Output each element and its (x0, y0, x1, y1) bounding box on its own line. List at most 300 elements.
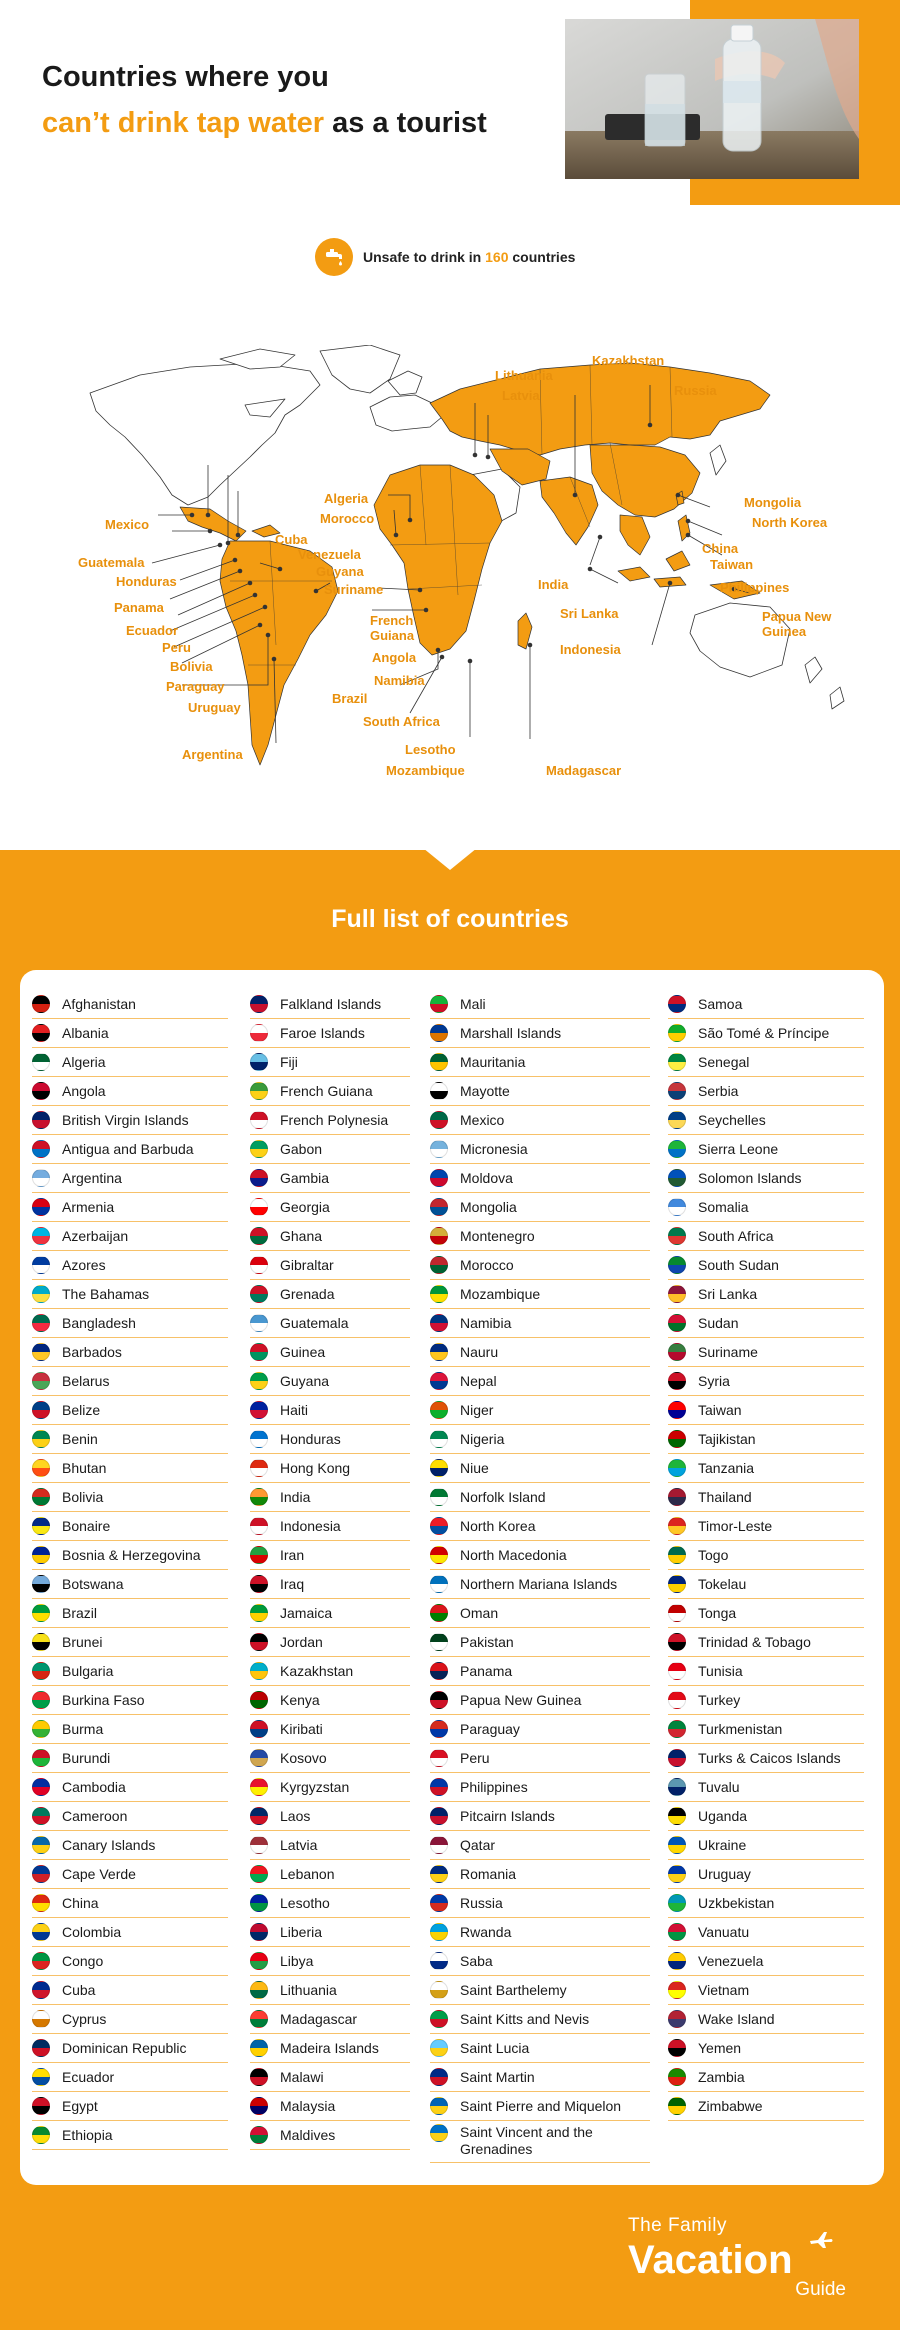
country-name: Sudan (698, 1314, 739, 1331)
country-name: Mauritania (460, 1053, 526, 1070)
flag-icon (250, 1169, 268, 1187)
flag-icon (250, 1140, 268, 1158)
world-map (70, 345, 850, 785)
country-name: Timor-Leste (698, 1517, 773, 1534)
country-list-item (32, 1425, 228, 1454)
country-name: Angola (62, 1082, 106, 1099)
country-name: Northern Mariana Islands (460, 1575, 618, 1592)
flag-icon (430, 1604, 448, 1622)
country-name: Belize (62, 1401, 101, 1418)
country-name: Nauru (460, 1343, 499, 1360)
flag-icon (250, 1111, 268, 1129)
country-list-item (250, 1918, 410, 1947)
country-list-item (250, 1831, 410, 1860)
country-name: Tonga (698, 1604, 737, 1621)
flag-icon (668, 2010, 686, 2028)
flag-icon (250, 1807, 268, 1825)
flag-icon (32, 1401, 50, 1419)
flag-icon (32, 1981, 50, 1999)
country-name: Morocco (460, 1256, 514, 1273)
label-venezuela: Venezuela (298, 547, 361, 562)
country-list-item (430, 1686, 650, 1715)
flag-icon (430, 2010, 448, 2028)
country-list-item (430, 1744, 650, 1773)
country-list-item (250, 1280, 410, 1309)
label-panama: Panama (114, 600, 164, 615)
country-name: Iraq (280, 1575, 305, 1592)
country-list-item (430, 1976, 650, 2005)
country-name: Paraguay (460, 1720, 520, 1737)
country-name: Kiribati (280, 1720, 323, 1737)
title-accent: can’t drink tap water (42, 107, 325, 139)
country-name: Kosovo (280, 1749, 327, 1766)
country-list-item (250, 1570, 410, 1599)
country-name: Congo (62, 1952, 104, 1969)
country-list-item (430, 1019, 650, 1048)
country-list-item (250, 1686, 410, 1715)
flag-icon (32, 1720, 50, 1738)
country-name: Micronesia (460, 1140, 528, 1157)
country-name: Afghanistan (62, 995, 136, 1012)
page-title (42, 54, 487, 146)
country-name: Barbados (62, 1343, 122, 1360)
water-glass-photo (565, 19, 859, 179)
label-bolivia: Bolivia (170, 659, 213, 674)
country-list-item (430, 1193, 650, 1222)
flag-icon (32, 2010, 50, 2028)
country-list-item (430, 1106, 650, 1135)
country-list-item (430, 1860, 650, 1889)
flag-icon (250, 1082, 268, 1100)
country-name: Vanuatu (698, 1923, 750, 1940)
country-list-item (430, 1483, 650, 1512)
label-papua-new-guinea: Papua New Guinea (762, 609, 832, 639)
country-list-item (32, 1918, 228, 1947)
country-list-item (430, 2005, 650, 2034)
list-title: Full list of countries (331, 905, 569, 933)
country-name: Panama (460, 1662, 513, 1679)
country-list-item (250, 1077, 410, 1106)
flag-icon (250, 995, 268, 1013)
country-list-item (430, 990, 650, 1019)
country-list-item (668, 1802, 864, 1831)
flag-icon (668, 1836, 686, 1854)
country-name: Bhutan (62, 1459, 107, 1476)
country-name: Venezuela (698, 1952, 764, 1969)
country-name: Mayotte (460, 1082, 510, 1099)
country-list-item (32, 1628, 228, 1657)
label-taiwan: Taiwan (710, 557, 754, 572)
country-name: Thailand (698, 1488, 752, 1505)
flag-icon (250, 1401, 268, 1419)
country-list-item (430, 2063, 650, 2092)
country-name: Hong Kong (280, 1459, 351, 1476)
country-name: Tajikistan (698, 1430, 756, 1447)
country-list-item (668, 1425, 864, 1454)
flag-icon (668, 2068, 686, 2086)
country-list-item (430, 2121, 650, 2163)
country-list-item (668, 1338, 864, 1367)
country-list-item (32, 1947, 228, 1976)
flag-icon (250, 1778, 268, 1796)
country-list-item (250, 2121, 410, 2150)
country-name: China (62, 1894, 99, 1911)
country-name: Georgia (280, 1198, 330, 1215)
flag-icon (250, 1575, 268, 1593)
label-french-guiana: French Guiana (370, 613, 415, 643)
country-list-item (32, 1077, 228, 1106)
country-name: Honduras (280, 1430, 341, 1447)
flag-icon (250, 1691, 268, 1709)
country-list-item (668, 990, 864, 1019)
country-name: Somalia (698, 1198, 749, 1215)
country-name: The Bahamas (62, 1285, 150, 1302)
country-list-item (668, 1019, 864, 1048)
country-list-item (32, 1280, 228, 1309)
label-china: China (702, 541, 739, 556)
flag-icon (668, 1140, 686, 1158)
flag-icon (668, 1198, 686, 1216)
country-name: South Sudan (698, 1256, 779, 1273)
country-name: Nigeria (460, 1430, 505, 1447)
country-name: Norfolk Island (460, 1488, 546, 1505)
label-india: India (538, 577, 569, 592)
country-name: Uzkbekistan (698, 1894, 775, 1911)
country-name: Lesotho (280, 1894, 330, 1911)
country-list-item (430, 1831, 650, 1860)
flag-icon (430, 2097, 448, 2115)
country-list-item (668, 1483, 864, 1512)
country-name: Jordan (280, 1633, 323, 1650)
flag-icon (668, 1430, 686, 1448)
country-list-item (250, 1367, 410, 1396)
header (0, 0, 900, 205)
country-list-item (250, 2034, 410, 2063)
country-list-item (32, 1019, 228, 1048)
country-column-1 (32, 990, 228, 2150)
country-name: Romania (460, 1865, 517, 1882)
country-name: Botswana (62, 1575, 124, 1592)
flag-icon (250, 1372, 268, 1390)
flag-icon (250, 1488, 268, 1506)
flag-icon (32, 1662, 50, 1680)
flag-icon (32, 1314, 50, 1332)
country-list-item (32, 1309, 228, 1338)
country-list-item (32, 1512, 228, 1541)
flag-icon (250, 1749, 268, 1767)
flag-icon (430, 1517, 448, 1535)
country-name: Turkmenistan (698, 1720, 783, 1737)
country-name: Qatar (460, 1836, 496, 1853)
stat-suffix: countries (508, 249, 576, 265)
country-list-card (20, 970, 884, 2185)
country-list-item (250, 2092, 410, 2121)
flag-icon (668, 995, 686, 1013)
label-peru: Peru (162, 640, 191, 655)
country-name: Indonesia (280, 1517, 341, 1534)
country-name: Mongolia (460, 1198, 517, 1215)
flag-icon (430, 995, 448, 1013)
flag-icon (668, 1024, 686, 1042)
country-list-item (430, 2034, 650, 2063)
flag-icon (32, 1923, 50, 1941)
country-list-item (32, 1483, 228, 1512)
country-name: Mali (460, 995, 486, 1012)
country-name: Malaysia (280, 2097, 336, 2114)
flag-icon (668, 1343, 686, 1361)
country-name: Liberia (280, 1923, 323, 1940)
country-name: Trinidad & Tobago (698, 1633, 811, 1650)
country-name: Algeria (62, 1053, 106, 1070)
country-name: Egypt (62, 2097, 98, 2114)
country-name: Saint Lucia (460, 2039, 530, 2056)
country-name: Lebanon (280, 1865, 335, 1882)
country-name: Oman (460, 1604, 499, 1621)
flag-icon (430, 1459, 448, 1477)
country-list-item (668, 1831, 864, 1860)
country-name: North Macedonia (460, 1546, 567, 1563)
country-name: Gambia (280, 1169, 330, 1186)
flag-icon (668, 1459, 686, 1477)
country-name: Malawi (280, 2068, 324, 2085)
flag-icon (430, 2124, 448, 2142)
country-name: Saba (460, 1952, 493, 1969)
country-name: Saint Martin (460, 2068, 535, 2085)
country-name: Bosnia & Herzegovina (62, 1546, 201, 1563)
country-list-item (668, 1251, 864, 1280)
flag-icon (32, 1546, 50, 1564)
brand-logo (628, 2215, 878, 2301)
flag-icon (250, 1343, 268, 1361)
flag-icon (32, 1778, 50, 1796)
country-list-item (32, 1454, 228, 1483)
flag-icon (668, 1691, 686, 1709)
flag-icon (32, 1227, 50, 1245)
country-name: Mexico (460, 1111, 505, 1128)
country-name: Ukraine (698, 1836, 747, 1853)
flag-icon (250, 1285, 268, 1303)
country-list-item (250, 1019, 410, 1048)
country-name: Suriname (698, 1343, 758, 1360)
country-column-2 (250, 990, 410, 2150)
country-name: Saint Kitts and Nevis (460, 2010, 590, 2027)
country-list-item (668, 1222, 864, 1251)
flag-icon (250, 2010, 268, 2028)
flag-icon (32, 1430, 50, 1448)
country-list-item (250, 1744, 410, 1773)
country-list-item (32, 1251, 228, 1280)
country-name: Burkina Faso (62, 1691, 145, 1708)
country-name: Zambia (698, 2068, 745, 2085)
flag-icon (430, 1836, 448, 1854)
country-name: Niue (460, 1459, 489, 1476)
country-name: Burundi (62, 1749, 111, 1766)
country-name: Togo (698, 1546, 729, 1563)
flag-icon (32, 2097, 50, 2115)
country-list-item (32, 1338, 228, 1367)
country-column-4 (668, 990, 864, 2121)
label-angola: Angola (372, 650, 417, 665)
flag-icon (32, 1749, 50, 1767)
country-list-item (430, 1541, 650, 1570)
label-paraguay: Paraguay (166, 679, 225, 694)
label-guyana: Guyana (316, 564, 364, 579)
country-list-item (32, 1599, 228, 1628)
country-name: Gibraltar (280, 1256, 334, 1273)
tap-water-icon (315, 238, 353, 276)
flag-icon (430, 1778, 448, 1796)
country-name: Cape Verde (62, 1865, 136, 1882)
flag-icon (668, 1372, 686, 1390)
country-list-item (32, 1686, 228, 1715)
country-name: Brunei (62, 1633, 103, 1650)
country-name: French Polynesia (280, 1111, 389, 1128)
country-name: French Guiana (280, 1082, 373, 1099)
country-list-item (430, 1657, 650, 1686)
flag-icon (250, 2068, 268, 2086)
country-list-item (32, 1164, 228, 1193)
flag-icon (250, 1430, 268, 1448)
country-list-item (668, 1048, 864, 1077)
flag-icon (32, 1865, 50, 1883)
country-list-item (32, 1657, 228, 1686)
flag-icon (430, 1169, 448, 1187)
flag-icon (32, 995, 50, 1013)
country-name: Antigua and Barbuda (62, 1140, 194, 1157)
flag-icon (250, 1952, 268, 1970)
country-list-item (668, 1193, 864, 1222)
country-name: Sri Lanka (698, 1285, 758, 1302)
flag-icon (668, 1517, 686, 1535)
country-name: Marshall Islands (460, 1024, 562, 1041)
country-name: Nepal (460, 1372, 497, 1389)
country-name: Kenya (280, 1691, 320, 1708)
country-name: Lithuania (280, 1981, 337, 1998)
country-name: Guinea (280, 1343, 326, 1360)
country-list-item (430, 1889, 650, 1918)
label-madagascar: Madagascar (546, 763, 622, 778)
flag-icon (250, 1024, 268, 1042)
country-list-item (32, 1802, 228, 1831)
country-name: Rwanda (460, 1923, 512, 1940)
flag-icon (668, 1749, 686, 1767)
flag-icon (668, 1546, 686, 1564)
country-name: Laos (280, 1807, 311, 1824)
country-list-item (430, 1309, 650, 1338)
country-name: Seychelles (698, 1111, 766, 1128)
country-list-item (668, 1860, 864, 1889)
flag-icon (668, 1865, 686, 1883)
country-name: Peru (460, 1749, 490, 1766)
country-list-item (250, 1802, 410, 1831)
country-name: Bonaire (62, 1517, 111, 1534)
country-name: Cambodia (62, 1778, 126, 1795)
country-name: Grenada (280, 1285, 335, 1302)
flag-icon (668, 1662, 686, 1680)
country-name: Maldives (280, 2126, 336, 2143)
flag-icon (250, 2097, 268, 2115)
flag-icon (668, 1227, 686, 1245)
logo-top-text: The Family (628, 2215, 727, 2236)
flag-icon (32, 1285, 50, 1303)
country-list-item (250, 990, 410, 1019)
flag-icon (668, 1720, 686, 1738)
country-column-3 (430, 990, 650, 2163)
flag-icon (250, 1053, 268, 1071)
flag-icon (430, 1430, 448, 1448)
country-name: Dominican Republic (62, 2039, 187, 2056)
country-name: Ghana (280, 1227, 323, 1244)
flag-icon (668, 1111, 686, 1129)
country-list-item (668, 1947, 864, 1976)
flag-icon (32, 1053, 50, 1071)
country-list-item (32, 2005, 228, 2034)
country-list-item (32, 1889, 228, 1918)
flag-icon (430, 1865, 448, 1883)
country-name: Yemen (698, 2039, 742, 2056)
flag-icon (32, 1140, 50, 1158)
country-name: Solomon Islands (698, 1169, 802, 1186)
country-list-item (32, 1976, 228, 2005)
flag-icon (32, 1111, 50, 1129)
label-philippines: Philippines (720, 580, 790, 595)
flag-icon (430, 1053, 448, 1071)
label-south-africa: South Africa (363, 714, 440, 729)
country-list-item (430, 1512, 650, 1541)
country-name: Fiji (280, 1053, 298, 1070)
country-name: Vietnam (698, 1981, 750, 1998)
country-name: Saint Barthelemy (460, 1981, 567, 1998)
country-list-item (430, 1773, 650, 1802)
flag-icon (430, 1923, 448, 1941)
country-list-item (430, 1947, 650, 1976)
country-list-item (668, 1135, 864, 1164)
flag-icon (32, 1256, 50, 1274)
country-list-item (250, 1222, 410, 1251)
country-name: Niger (460, 1401, 494, 1418)
country-name: Haiti (280, 1401, 309, 1418)
country-list-item (250, 1715, 410, 1744)
label-honduras: Honduras (116, 574, 177, 589)
country-name: Tunisia (698, 1662, 743, 1679)
country-name: Moldova (460, 1169, 513, 1186)
country-name: Bulgaria (62, 1662, 114, 1679)
flag-icon (32, 1169, 50, 1187)
country-list-item (32, 1570, 228, 1599)
country-name: Tanzania (698, 1459, 755, 1476)
flag-icon (668, 1894, 686, 1912)
label-argentina: Argentina (182, 747, 243, 762)
country-list-item (668, 1077, 864, 1106)
country-name: Serbia (698, 1082, 739, 1099)
country-name: Cuba (62, 1981, 96, 1998)
label-lesotho: Lesotho (405, 742, 456, 757)
flag-icon (250, 1981, 268, 1999)
flag-icon (32, 1343, 50, 1361)
flag-icon (430, 1662, 448, 1680)
label-sri-lanka: Sri Lanka (560, 606, 619, 621)
flag-icon (430, 2039, 448, 2057)
country-list-item (250, 1889, 410, 1918)
country-name: Turks & Caicos Islands (698, 1749, 841, 1766)
country-name: Canary Islands (62, 1836, 156, 1853)
flag-icon (668, 2039, 686, 2057)
country-list-item (430, 1222, 650, 1251)
country-list-item (32, 1367, 228, 1396)
country-list-item (250, 2005, 410, 2034)
flag-icon (250, 1865, 268, 1883)
flag-icon (250, 1836, 268, 1854)
